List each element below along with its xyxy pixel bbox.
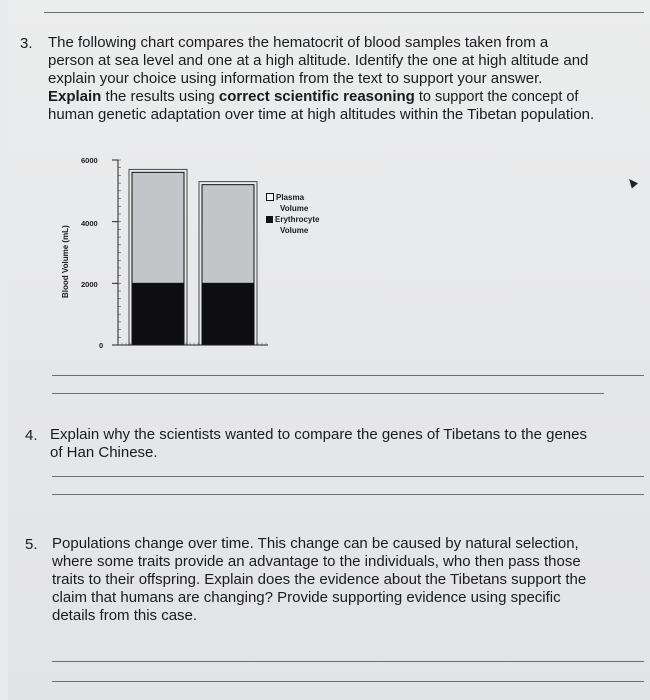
question-3-number: 3. [20, 35, 33, 52]
y-tick-label: 4000 [81, 219, 98, 228]
y-tick-label: 2000 [81, 280, 98, 289]
question-4-number: 4. [25, 427, 38, 444]
question-5-text [52, 535, 650, 625]
y-tick-label: 0 [99, 341, 104, 350]
question-3-line: The following chart compares the hematocrit of blood samples taken from a [48, 34, 549, 51]
legend-swatch-plasma [266, 193, 274, 201]
bar-plasma [202, 185, 254, 284]
legend-item-erythrocyte [266, 214, 319, 225]
bar-erythrocyte [202, 283, 254, 345]
question-3-line: person at sea level and one at a high altitude. Identify the one at high altitude and [48, 52, 589, 69]
question-4-line: of Han Chinese. [50, 444, 158, 461]
question-5-line: Populations change over time. This change can be caused by natural selection, [52, 535, 579, 552]
y-axis-label: Blood Volume (mL) [61, 225, 70, 298]
question-4-line: Explain why the scientists wanted to compare the genes of Tibetans to the genes [50, 426, 587, 443]
answer-line [52, 494, 644, 495]
chart-legend [266, 192, 319, 236]
question-3-line: human genetic adaptation over time at high altitudes within the Tibetan population. [48, 106, 595, 123]
answer-line [52, 375, 644, 376]
bold-reasoning: correct scientific reasoning [218, 88, 415, 105]
question-5-line: traits to their offspring. Explain does the evidence about the Tibetans support the [52, 571, 587, 588]
top-divider [44, 12, 644, 13]
legend-label-cont: Volume [280, 226, 309, 235]
question-5-line: where some traits provide an advantage to the individuals, who then pass those [52, 553, 581, 570]
question-3-line-part: to support the concept of [414, 89, 579, 105]
legend-label: Plasma [276, 193, 305, 202]
legend-swatch-erythrocyte [266, 216, 273, 223]
legend-label-cont: Volume [280, 204, 309, 213]
question-5-line: claim that humans are changing? Provide supporting evidence using specific [52, 589, 561, 606]
cursor-arrow-icon [626, 176, 638, 188]
bar-plasma [132, 172, 184, 283]
question-5-line: details from this case. [52, 607, 198, 624]
question-4-text [50, 426, 650, 462]
question-3-line: explain your choice using information from the text to support your answer. [48, 70, 543, 87]
question-5-number: 5. [25, 536, 38, 553]
legend-label: Erythrocyte [275, 215, 320, 224]
bold-explain: Explain [48, 88, 102, 105]
question-3-line-part: the results using [101, 88, 219, 105]
answer-line [52, 661, 644, 662]
bar-erythrocyte [132, 283, 184, 345]
worksheet-page [8, 0, 650, 700]
chart-plot [108, 155, 278, 355]
question-3-text [48, 34, 648, 124]
question-3-line [48, 88, 648, 106]
answer-line [52, 476, 644, 477]
y-tick-label: 6000 [81, 156, 98, 165]
answer-line [52, 393, 604, 394]
answer-line [52, 681, 644, 682]
legend-item-plasma [266, 192, 319, 203]
